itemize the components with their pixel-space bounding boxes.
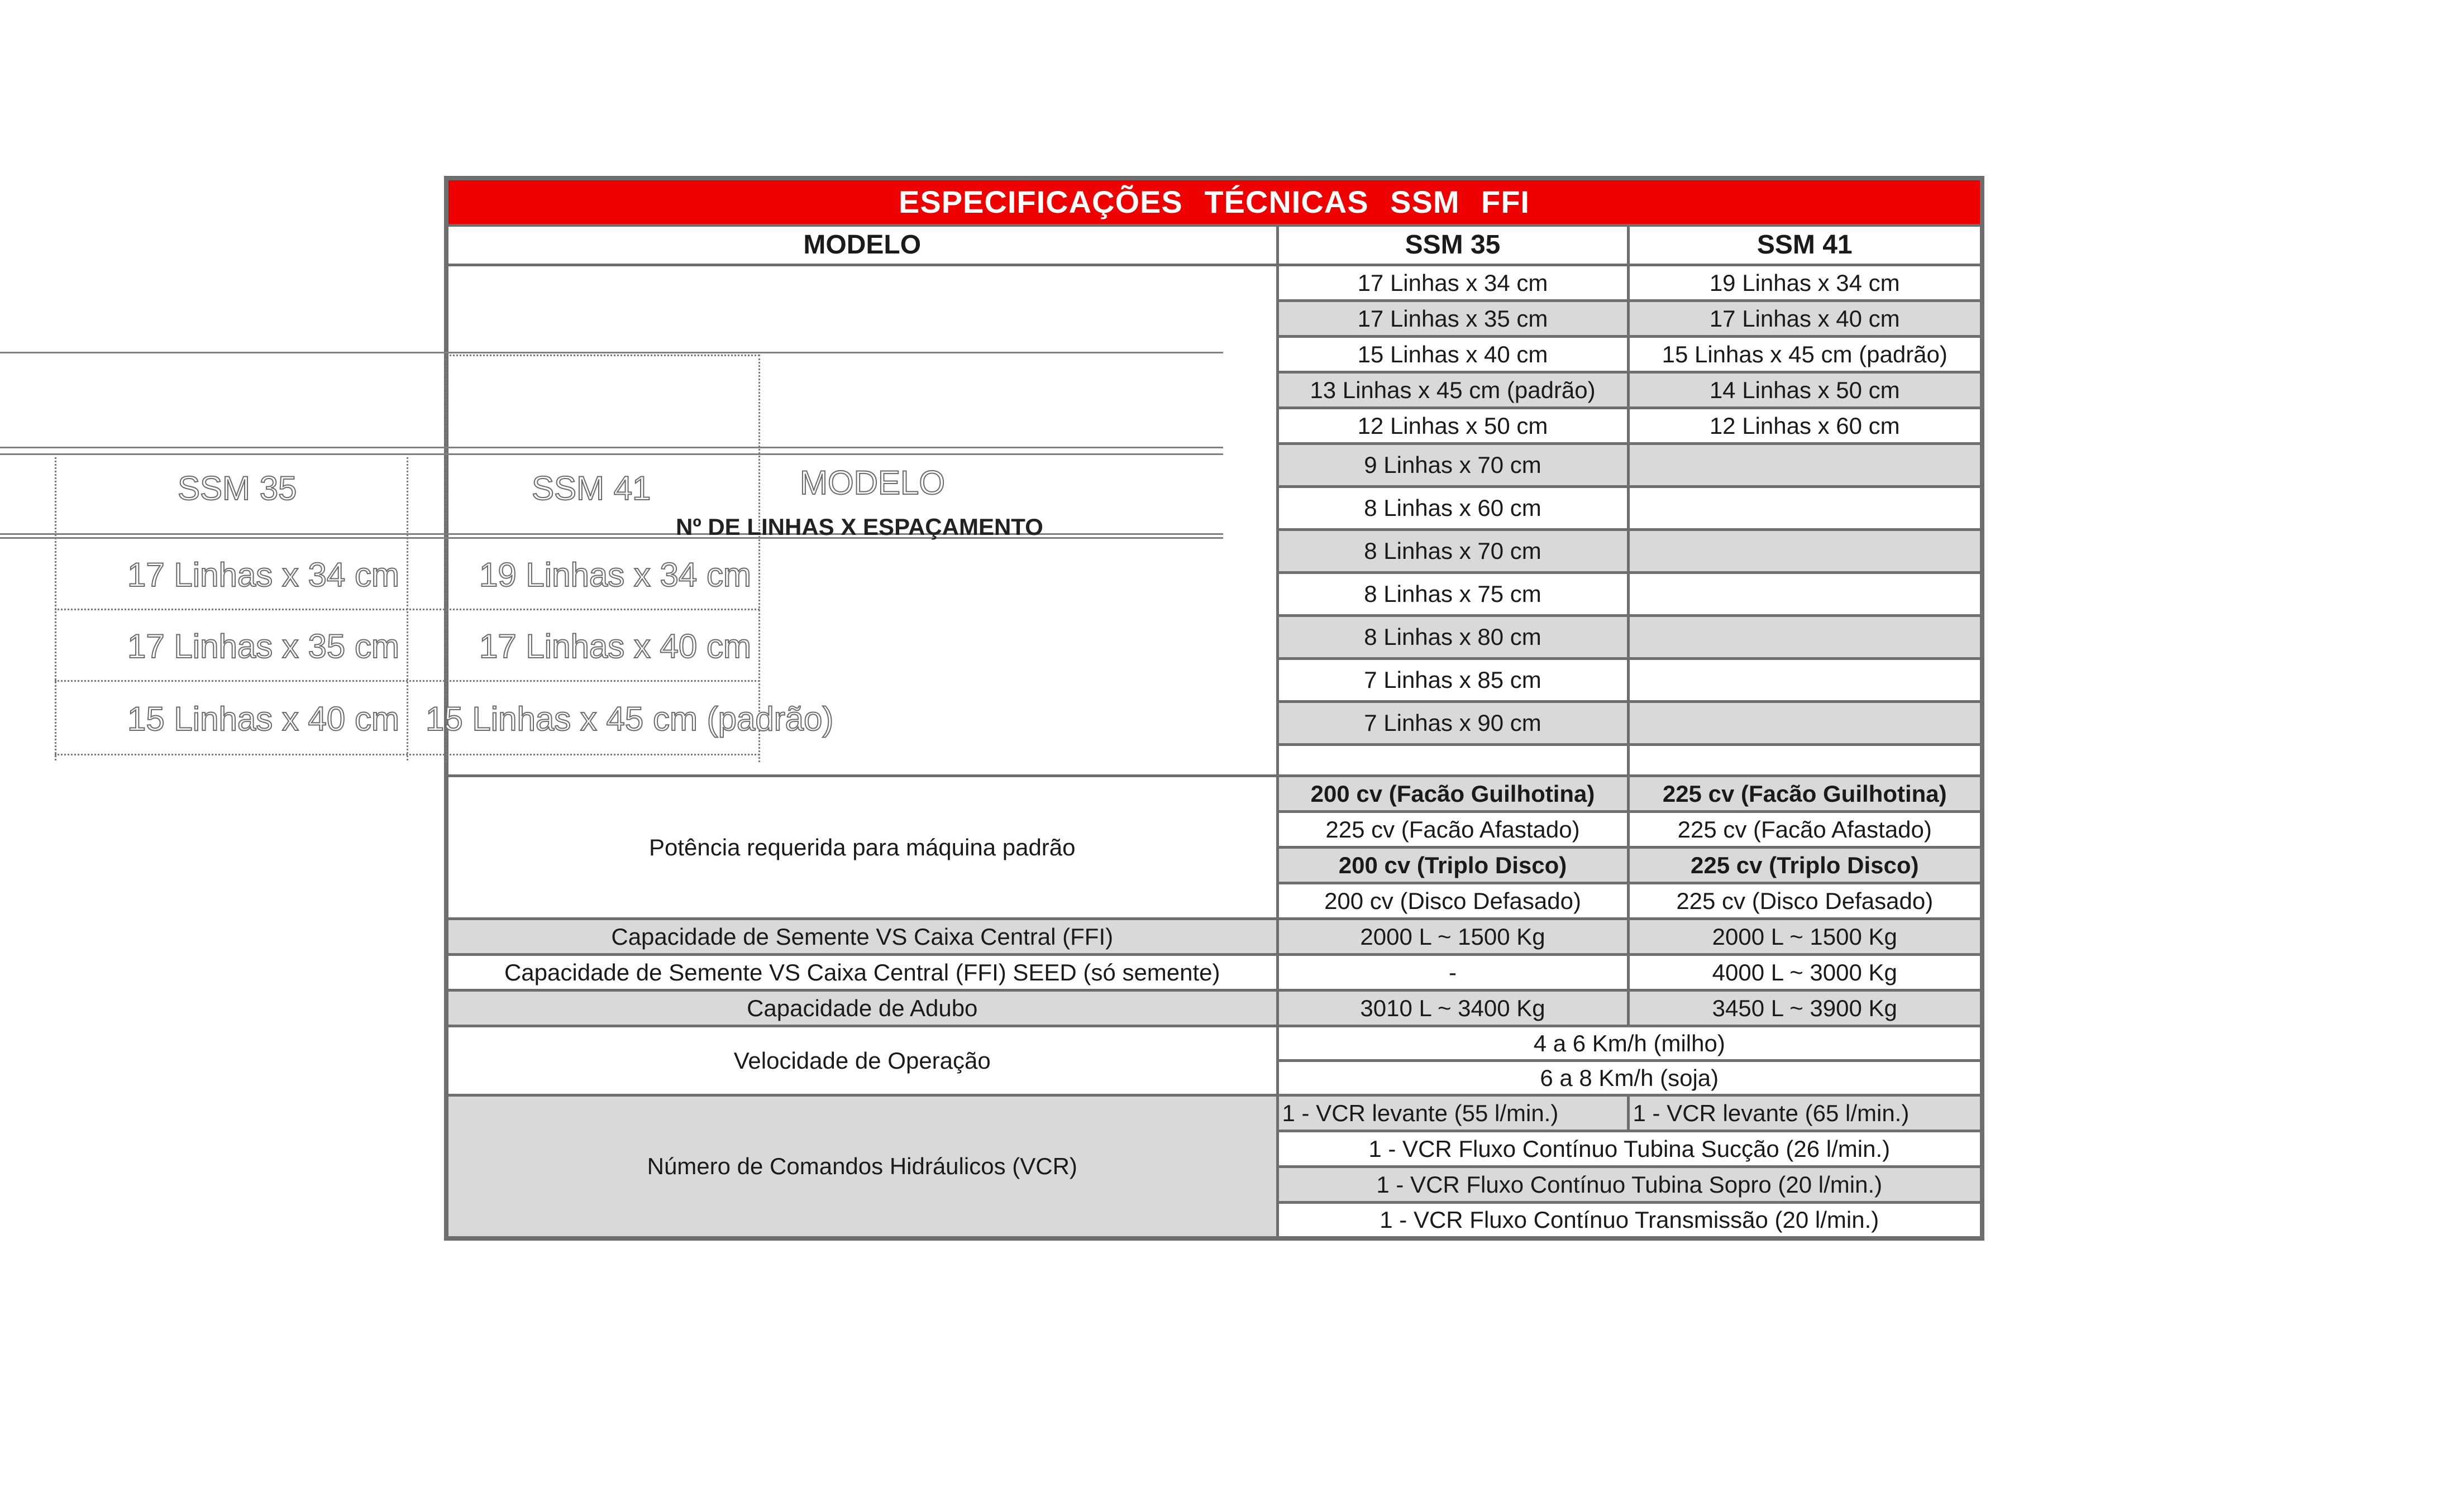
ssm35-spacing: 12 Linhas x 50 cm — [1277, 408, 1628, 444]
ssm41-spacing-empty — [1628, 659, 1982, 702]
model-ssm35-header: SSM 35 — [1277, 226, 1628, 265]
ssm35-spacing: 17 Linhas x 35 cm — [1277, 301, 1628, 337]
ssm35-spacing: 15 Linhas x 40 cm — [1277, 337, 1628, 372]
ssm35-spacing: 8 Linhas x 60 cm — [1277, 487, 1628, 530]
speed-label: Velocidade de Operação — [446, 1026, 1277, 1095]
ghost-model-ssm35: SSM 35 — [178, 470, 297, 507]
ghost-rule — [0, 352, 1223, 353]
ghost-model-label: MODELO — [800, 464, 946, 501]
hydraulics-label: Número de Comandos Hidráulicos (VCR) — [446, 1095, 1277, 1238]
ssm35-spacing: 7 Linhas x 90 cm — [1277, 702, 1628, 745]
header-row — [446, 226, 1982, 265]
seed-capacity-label: Capacidade de Semente VS Caixa Central (FFI) — [446, 919, 1277, 955]
power-label: Potência requerida para máquina padrão — [446, 776, 1277, 919]
ghost-ssm35-spacing: 15 Linhas x 40 cm — [127, 700, 399, 738]
ssm41-spacing: 12 Linhas x 60 cm — [1628, 408, 1982, 444]
suction-vcr: 1 - VCR Fluxo Contínuo Tubina Sucção (26 l/min.) — [1277, 1131, 1982, 1167]
table-row — [446, 955, 1982, 991]
ghost-ssm41-spacing: 15 Linhas x 45 cm (padrão) — [426, 700, 834, 738]
table-row — [446, 919, 1982, 955]
model-ssm41-header: SSM 41 — [1628, 226, 1982, 265]
ghost-gridline — [55, 680, 760, 682]
ssm41-spacing-empty — [1628, 745, 1982, 776]
ssm41-power: 225 cv (Facão Guilhotina) — [1628, 776, 1982, 812]
ssm35-spacing: 8 Linhas x 80 cm — [1277, 616, 1628, 659]
ssm41-seed-capacity: 2000 L ~ 1500 Kg — [1628, 919, 1982, 955]
ghost-gridline — [55, 754, 760, 755]
transmission-vcr: 1 - VCR Fluxo Contínuo Transmissão (20 l/min.) — [1277, 1203, 1982, 1238]
ghost-spacing-label: Nº DE LINHAS X ESPAÇAMENTO — [676, 514, 1043, 540]
table-row — [446, 265, 1982, 301]
table-row — [446, 1026, 1982, 1061]
ghost-ssm41-spacing: 17 Linhas x 40 cm — [479, 628, 751, 665]
ssm41-spacing-empty — [1628, 616, 1982, 659]
ssm41-power: 225 cv (Facão Afastado) — [1628, 812, 1982, 848]
ghost-gridline — [407, 453, 408, 760]
ssm35-fertilizer-capacity: 3010 L ~ 3400 Kg — [1277, 991, 1628, 1026]
ssm35-spacing: 9 Linhas x 70 cm — [1277, 444, 1628, 487]
seed-capacity-seed-label: Capacidade de Semente VS Caixa Central (FFI) SEED (só semente) — [446, 955, 1277, 991]
ssm41-spacing: 19 Linhas x 34 cm — [1628, 265, 1982, 301]
ssm35-seed-capacity-seed: - — [1277, 955, 1628, 991]
ssm41-spacing: 17 Linhas x 40 cm — [1628, 301, 1982, 337]
ssm35-spacing: 7 Linhas x 85 cm — [1277, 659, 1628, 702]
table-row — [446, 776, 1982, 812]
ssm35-power: 200 cv (Facão Guilhotina) — [1277, 776, 1628, 812]
fertilizer-capacity-label: Capacidade de Adubo — [446, 991, 1277, 1026]
table-row — [446, 991, 1982, 1026]
ssm41-spacing-empty — [1628, 487, 1982, 530]
ssm41-spacing: 15 Linhas x 45 cm (padrão) — [1628, 337, 1982, 372]
ssm35-spacing: 17 Linhas x 34 cm — [1277, 265, 1628, 301]
ghost-gridline — [55, 609, 760, 610]
ghost-gridline — [446, 355, 760, 356]
ghost-ssm35-spacing: 17 Linhas x 34 cm — [127, 556, 399, 594]
ghost-model-ssm41: SSM 41 — [532, 470, 651, 507]
ssm41-spacing: 14 Linhas x 50 cm — [1628, 372, 1982, 408]
ssm41-spacing-empty — [1628, 702, 1982, 745]
ghost-rule — [0, 453, 1223, 455]
ssm35-power: 225 cv (Facão Afastado) — [1277, 812, 1628, 848]
ssm41-spacing-empty — [1628, 444, 1982, 487]
ghost-rule — [0, 447, 1223, 448]
ssm41-spacing-empty — [1628, 530, 1982, 573]
ssm41-lift-vcr: 1 - VCR levante (65 l/min.) — [1628, 1095, 1982, 1131]
ssm35-power: 200 cv (Disco Defasado) — [1277, 883, 1628, 919]
speed-corn: 4 a 6 Km/h (milho) — [1277, 1026, 1982, 1061]
ssm35-lift-vcr: 1 - VCR levante (55 l/min.) — [1277, 1095, 1628, 1131]
blower-vcr: 1 - VCR Fluxo Contínuo Tubina Sopro (20 l/min.) — [1277, 1167, 1982, 1203]
ssm41-power: 225 cv (Disco Defasado) — [1628, 883, 1982, 919]
ssm35-spacing: 13 Linhas x 45 cm (padrão) — [1277, 372, 1628, 408]
ssm35-power: 200 cv (Triplo Disco) — [1277, 848, 1628, 883]
model-header: MODELO — [446, 226, 1277, 265]
ssm35-spacing: 8 Linhas x 70 cm — [1277, 530, 1628, 573]
ssm41-seed-capacity-seed: 4000 L ~ 3000 Kg — [1628, 955, 1982, 991]
ssm35-spacing: 8 Linhas x 75 cm — [1277, 573, 1628, 616]
ghost-gridline — [55, 453, 56, 760]
table-title: ESPECIFICAÇÕES TÉCNICAS SSM FFI — [446, 178, 1982, 226]
table-row — [446, 1095, 1982, 1131]
ghost-ssm41-spacing: 19 Linhas x 34 cm — [479, 556, 751, 594]
ssm41-spacing-empty — [1628, 573, 1982, 616]
ssm35-spacing-empty — [1277, 745, 1628, 776]
ssm41-power: 225 cv (Triplo Disco) — [1628, 848, 1982, 883]
ssm41-fertilizer-capacity: 3450 L ~ 3900 Kg — [1628, 991, 1982, 1026]
ghost-ssm35-spacing: 17 Linhas x 35 cm — [127, 628, 399, 665]
speed-soy: 6 a 8 Km/h (soja) — [1277, 1061, 1982, 1095]
ssm35-seed-capacity: 2000 L ~ 1500 Kg — [1277, 919, 1628, 955]
title-row — [446, 178, 1982, 226]
